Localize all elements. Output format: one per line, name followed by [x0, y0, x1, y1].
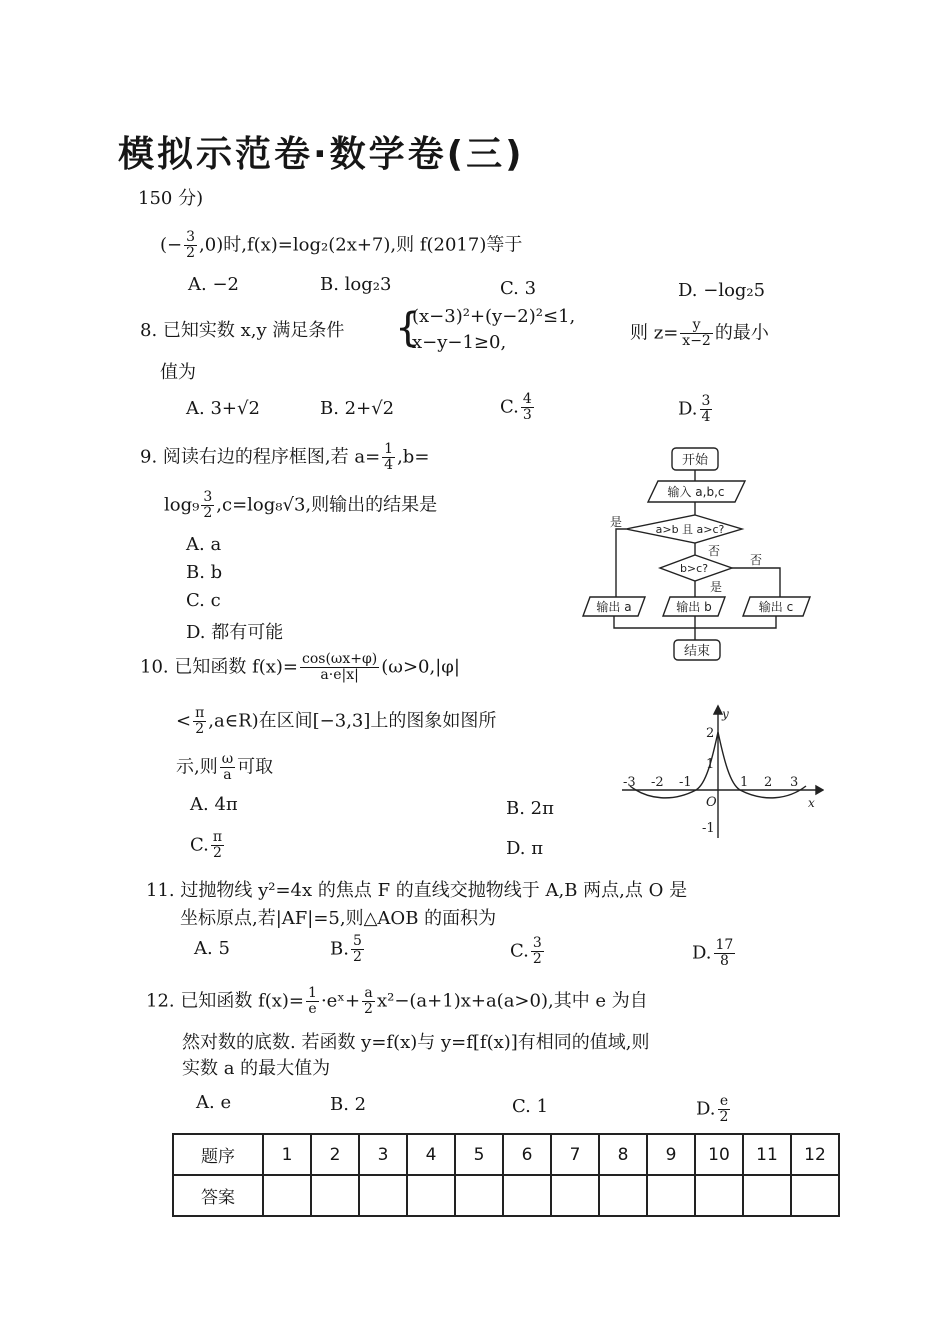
graph-y-label: y — [722, 707, 729, 721]
q11-option-a: A. 5 — [194, 938, 230, 959]
question-number-cell: 2 — [311, 1134, 359, 1175]
q8-c-num: 4 — [522, 391, 532, 407]
q10-option-b: B. 2π — [506, 798, 554, 819]
answer-cell[interactable] — [311, 1175, 359, 1216]
q8-condition-1: (x−3)²+(y−2)²≤1, — [412, 306, 576, 327]
q8-post: 的最小 — [714, 322, 769, 344]
q8-brace: { — [395, 305, 421, 351]
q7-post: ,0)时,f(x)=log₂(2x+7),则 f(2017)等于 — [199, 234, 523, 256]
q10-option-c-label: C. — [190, 834, 209, 856]
flow-no2-label: 否 — [750, 553, 763, 567]
q11-option-b-frac — [351, 934, 364, 965]
flow-start-text: 开始 — [681, 453, 709, 468]
q10-l3-pre: 示,则 — [176, 756, 218, 778]
flow-yes1-line — [616, 529, 626, 597]
q8-stem: 8. 已知实数 x,y 满足条件 — [140, 320, 345, 341]
q8-fraction — [680, 318, 713, 349]
flow-no1-label: 否 — [708, 544, 721, 558]
q9-l1-post: ,b= — [397, 446, 430, 468]
page-title: 模拟示范卷·数学卷(三) — [118, 134, 525, 175]
q9-b-num: 3 — [203, 489, 213, 505]
answer-cell[interactable] — [647, 1175, 695, 1216]
q9-l2-pre: log₉ — [164, 494, 200, 516]
q9-l2-post: ,c=log₈√3,则输出的结果是 — [216, 494, 438, 516]
question-number-cell: 5 — [455, 1134, 503, 1175]
q10-option-d: D. π — [506, 838, 544, 859]
q8-condition-2: x−y−1≥0, — [412, 332, 507, 353]
graph-xtick-neg3: -3 — [623, 775, 636, 790]
graph-origin: O — [706, 795, 717, 810]
answer-table-answer-row — [173, 1175, 839, 1216]
flow-cond1-text: a>b 且 a>c? — [655, 523, 725, 536]
flow-input-text: 输入 a,b,c — [667, 485, 725, 499]
graph-xtick-1: 1 — [740, 775, 749, 790]
question-number-cell: 9 — [647, 1134, 695, 1175]
q10-stem-line3 — [176, 752, 273, 783]
q11-c-num: 3 — [532, 935, 542, 951]
q10-l2-frac — [193, 706, 206, 737]
graph-ytick-neg1: -1 — [702, 821, 715, 836]
q8-option-d — [678, 394, 714, 425]
question-number-cell: 8 — [599, 1134, 647, 1175]
q9-l1-pre: 9. 阅读右边的程序框图,若 a= — [140, 446, 381, 468]
function-graph — [618, 700, 824, 840]
q10-l3-num: ω — [221, 751, 234, 767]
answer-cell[interactable] — [551, 1175, 599, 1216]
q7-option-c: C. 3 — [500, 278, 537, 299]
q11-d-den: 8 — [719, 953, 729, 969]
q9-b-den: 2 — [203, 505, 213, 521]
q10-option-c — [190, 830, 226, 861]
q9-a-den: 4 — [384, 457, 394, 473]
q11-option-d-frac — [714, 938, 736, 969]
q11-option-b — [330, 934, 366, 965]
q12-frac-1 — [306, 986, 319, 1017]
graph-ytick-2: 2 — [706, 726, 715, 741]
answer-table-header-row — [173, 1134, 839, 1175]
q10-l2-num: π — [195, 705, 205, 721]
q10-frac-num: cos(ωx+φ) — [302, 651, 378, 667]
q10-l2-den: 2 — [195, 721, 205, 737]
q11-stem-line1: 11. 过抛物线 y²=4x 的焦点 F 的直线交抛物线于 A,B 两点,点 O 是 — [146, 880, 688, 901]
question-number-cell: 11 — [743, 1134, 791, 1175]
q9-stem-line1 — [140, 442, 429, 473]
q10-fraction — [300, 652, 379, 683]
q11-b-num: 5 — [352, 933, 362, 949]
q12-option-d-label: D. — [696, 1098, 716, 1120]
question-number-cell: 6 — [503, 1134, 551, 1175]
q12-f1-num: 1 — [308, 985, 317, 1001]
flow-yes2-label: 是 — [710, 580, 723, 594]
q9-a-frac — [382, 442, 395, 473]
answer-cell[interactable] — [407, 1175, 455, 1216]
graph-y-arrow — [714, 706, 722, 714]
q12-pre: 12. 已知函数 f(x)= — [146, 990, 305, 1012]
answer-cell[interactable] — [695, 1175, 743, 1216]
q10-l3-frac — [220, 752, 235, 783]
q9-option-b: B. b — [186, 562, 223, 583]
q12-option-c: C. 1 — [512, 1096, 549, 1117]
q12-stem-line3: 实数 a 的最大值为 — [182, 1058, 331, 1079]
q10-l2-pre: < — [176, 710, 192, 732]
q8-c-den: 3 — [522, 407, 532, 423]
q9-stem-line2 — [164, 490, 437, 521]
flow-yes1-label: 是 — [610, 515, 623, 529]
q9-a-num: 1 — [384, 441, 394, 457]
graph-x-arrow — [816, 786, 823, 794]
q8-frac-num: y — [680, 318, 713, 334]
q11-option-c — [510, 936, 546, 967]
q10-stem-line2 — [176, 706, 496, 737]
question-number-cell: 12 — [791, 1134, 839, 1175]
q10-l3-den: a — [223, 767, 232, 783]
q10-option-a: A. 4π — [190, 794, 238, 815]
q11-option-c-label: C. — [510, 940, 529, 962]
answer-cell[interactable] — [599, 1175, 647, 1216]
graph-xtick-neg2: -2 — [651, 775, 664, 790]
flow-out-c-text: 输出 c — [758, 600, 794, 614]
flowchart-figure — [580, 440, 820, 666]
q8-option-c-frac — [521, 392, 534, 423]
q11-option-d-label: D. — [692, 942, 712, 964]
q8-target — [630, 318, 769, 349]
answer-cell[interactable] — [263, 1175, 311, 1216]
q10-l3-post: 可取 — [237, 756, 274, 778]
q10-c-num: π — [212, 829, 223, 845]
q8-d-den: 4 — [701, 409, 711, 425]
q8-option-d-frac — [700, 394, 713, 425]
flow-out-a-text: 输出 a — [596, 600, 632, 614]
answer-cell[interactable] — [743, 1175, 791, 1216]
q7-frac-den: 2 — [186, 245, 196, 261]
q7-fraction — [184, 230, 197, 261]
graph-x-label: x — [808, 796, 815, 810]
q8-frac-den: x−2 — [682, 333, 711, 349]
q7-option-d: D. −log₂5 — [678, 280, 766, 301]
q12-frac-2 — [362, 986, 375, 1017]
question-number-cell: 10 — [695, 1134, 743, 1175]
q12-option-d-frac — [718, 1094, 731, 1125]
q7-option-b: B. log₂3 — [320, 274, 392, 295]
graph-xtick-3: 3 — [790, 775, 799, 790]
question-number-cell: 7 — [551, 1134, 599, 1175]
q7-frac-num: 3 — [186, 229, 196, 245]
q8-option-b: B. 2+√2 — [320, 398, 395, 419]
graph-xtick-2: 2 — [764, 775, 773, 790]
q8-mid: 则 z= — [630, 322, 679, 344]
q12-stem-line2: 然对数的底数. 若函数 y=f(x)与 y=f[f(x)]有相同的值域,则 — [182, 1032, 650, 1053]
q9-option-a: A. a — [186, 534, 222, 555]
question-number-cell: 4 — [407, 1134, 455, 1175]
answer-table-row-label: 答案 — [173, 1175, 263, 1216]
question-number-cell: 3 — [359, 1134, 407, 1175]
q10-stem-line1 — [140, 652, 460, 683]
q10-pre: 10. 已知函数 f(x)= — [140, 656, 299, 678]
q8-d-num: 3 — [701, 393, 711, 409]
answer-cell[interactable] — [455, 1175, 503, 1216]
q10-c-den: 2 — [213, 845, 222, 861]
q12-f1-den: e — [308, 1001, 317, 1017]
flow-end-text: 结束 — [683, 644, 711, 659]
q8-option-d-label: D. — [678, 398, 698, 420]
q10-option-c-frac — [211, 830, 224, 861]
q12-post: x²−(a+1)x+a(a>0),其中 e 为自 — [376, 990, 648, 1012]
answer-cell[interactable] — [359, 1175, 407, 1216]
graph-xtick-neg1: -1 — [679, 775, 692, 790]
q8-option-c-label: C. — [500, 396, 519, 418]
q11-b-den: 2 — [352, 949, 362, 965]
q12-d-num: e — [718, 1094, 731, 1110]
q7-option-a: A. −2 — [188, 274, 239, 295]
q11-d-num: 17 — [715, 937, 734, 953]
answer-table — [172, 1133, 840, 1217]
score-line: 150 分) — [138, 188, 204, 209]
q12-stem-line1 — [146, 986, 648, 1017]
answer-table-row-label: 题序 — [173, 1134, 263, 1175]
q12-f2-den: 2 — [364, 1001, 373, 1017]
q11-stem-line2: 坐标原点,若|AF|=5,则△AOB 的面积为 — [180, 908, 497, 929]
q12-option-d — [696, 1094, 732, 1125]
q12-mid: ·eˣ+ — [320, 990, 361, 1012]
q10-l2-post: ,a∈R)在区间[−3,3]上的图象如图所 — [208, 710, 497, 732]
q10-post: (ω>0,|φ| — [381, 656, 460, 678]
q7-stem — [160, 230, 522, 261]
q12-d-den: 2 — [719, 1109, 729, 1125]
graph-ytick-1: 1 — [706, 757, 715, 772]
q12-option-a: A. e — [196, 1092, 232, 1113]
flow-cond2-text: b>c? — [679, 562, 709, 575]
q7-pre: (− — [160, 234, 183, 256]
q12-option-b: B. 2 — [330, 1094, 367, 1115]
q10-frac-den: a·e|x| — [320, 667, 359, 683]
question-number-cell: 1 — [263, 1134, 311, 1175]
answer-cell[interactable] — [791, 1175, 839, 1216]
q11-option-b-label: B. — [330, 938, 349, 960]
q11-option-c-frac — [531, 936, 544, 967]
q9-option-d: D. 都有可能 — [186, 622, 284, 643]
q11-option-d — [692, 938, 737, 969]
q11-c-den: 2 — [532, 951, 542, 967]
q9-b-frac — [201, 490, 214, 521]
flow-out-b-text: 输出 b — [676, 600, 712, 614]
q12-f2-num: a — [362, 986, 375, 1002]
q8-line2: 值为 — [160, 362, 196, 383]
flow-no2-line — [732, 568, 780, 597]
answer-cell[interactable] — [503, 1175, 551, 1216]
q8-option-a: A. 3+√2 — [186, 398, 260, 419]
q9-option-c: C. c — [186, 590, 221, 611]
q8-option-c — [500, 392, 536, 423]
